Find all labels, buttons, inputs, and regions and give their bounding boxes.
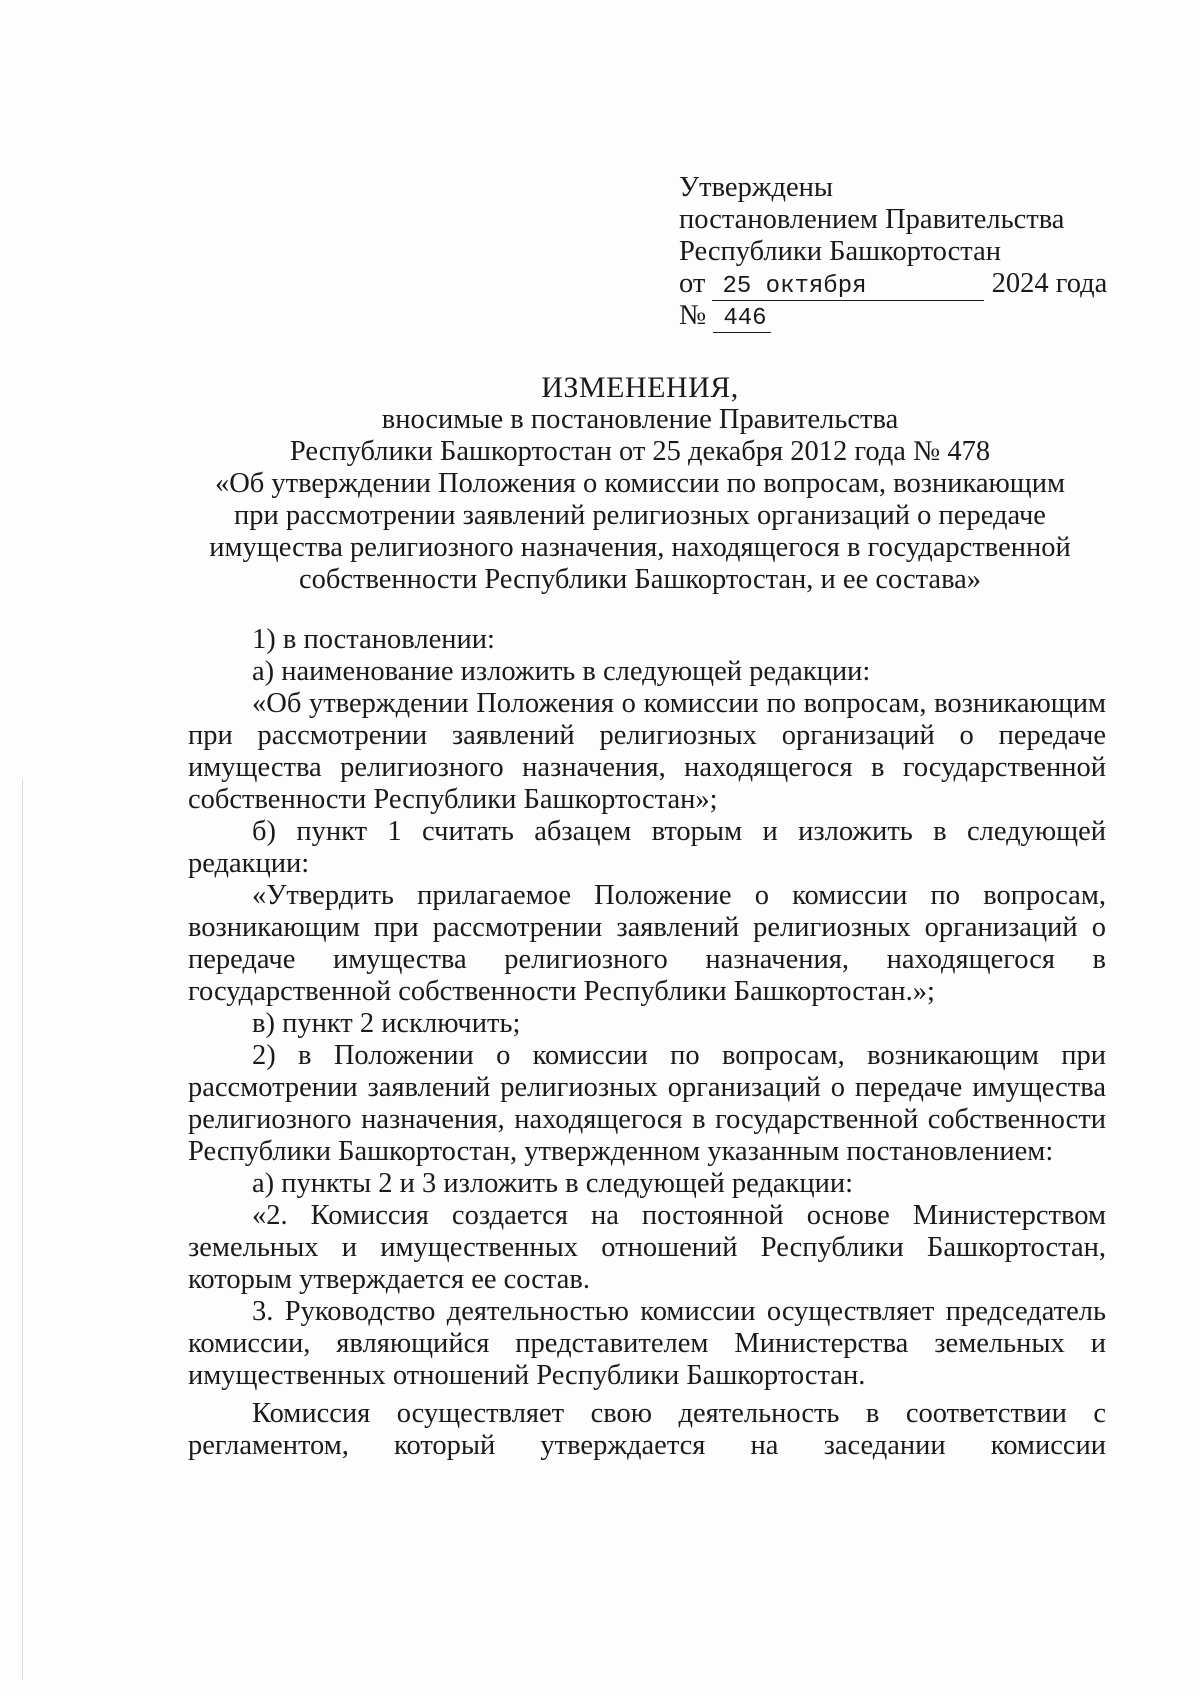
approval-number-line bbox=[679, 300, 1107, 332]
heading-line: при рассмотрении заявлений религиозных организаций о передаче bbox=[234, 500, 1046, 531]
body-paragraph: б) пункт 1 считать абзацем вторым и изложить в следующей редакции: bbox=[188, 816, 1106, 879]
approval-line-2: постановлением Правительства bbox=[679, 204, 1065, 235]
approval-line-1: Утверждены bbox=[679, 172, 834, 203]
approval-line-3: Республики Башкортостан bbox=[679, 236, 1001, 267]
heading-line: «Об утверждении Положения о комиссии по вопросам, возникающим bbox=[214, 468, 1066, 499]
body-paragraph: 3. Руководство деятельностью комиссии осуществляет председатель комиссии, являющийся представителем Министерства земельных и имущественных отношений Республики Башкортостан. bbox=[188, 1296, 1106, 1391]
date-prefix: от bbox=[679, 268, 706, 299]
approval-date-line bbox=[679, 268, 1107, 300]
body-paragraph: а) наименование изложить в следующей редакции: bbox=[252, 656, 871, 687]
date-fill: 25 октября bbox=[712, 274, 984, 301]
body-paragraph: «Утвердить прилагаемое Положение о комиссии по вопросам, возникающим при рассмотрении заявлений религиозных организаций о передаче имущества религиозного назначения, находящегося в государственной собственности Республики Башкортостан.»; bbox=[188, 880, 1106, 1007]
body-paragraph: 1) в постановлении: bbox=[252, 624, 495, 655]
heading-title: ИЗМЕНЕНИЯ, bbox=[541, 371, 739, 404]
date-suffix: 2024 года bbox=[991, 268, 1108, 299]
body-paragraph: Комиссия осуществляет свою деятельность в соответствии с регламентом, который утверждается на заседании комиссии bbox=[188, 1398, 1106, 1461]
heading-line: Республики Башкортостан от 25 декабря 2012 года № 478 bbox=[289, 436, 991, 467]
number-fill: 446 bbox=[713, 306, 771, 333]
heading-line: собственности Республики Башкортостан, и ее состава» bbox=[298, 564, 982, 595]
approval-stamp bbox=[679, 172, 1107, 332]
body-paragraph: в) пункт 2 исключить; bbox=[252, 1008, 521, 1039]
body-paragraph: «Об утверждении Положения о комиссии по вопросам, возникающим при рассмотрении заявлений религиозных организаций о передаче имущества религиозного назначения, находящегося в государственной собственности Республики Башкортостан»; bbox=[188, 688, 1106, 815]
document-body bbox=[188, 624, 1106, 1462]
heading-line: вносимые в постановление Правительства bbox=[381, 404, 899, 435]
document-heading bbox=[180, 372, 1100, 596]
body-paragraph: 2) в Положении о комиссии по вопросам, возникающим при рассмотрении заявлений религиозных организаций о передаче имущества религиозного назначения, находящегося в государственной собственности Республики Башкортостан, утвержденном указанным постановлением: bbox=[188, 1040, 1106, 1167]
body-paragraph: «2. Комиссия создается на постоянной основе Министерством земельных и имущественных отношений Республики Башкортостан, которым утверждается ее состав. bbox=[188, 1200, 1106, 1295]
body-paragraph: а) пункты 2 и 3 изложить в следующей редакции: bbox=[252, 1168, 854, 1199]
heading-line: имущества религиозного назначения, находящегося в государственной bbox=[209, 532, 1071, 563]
scan-edge-line bbox=[22, 780, 23, 1680]
number-prefix: № bbox=[679, 300, 707, 331]
